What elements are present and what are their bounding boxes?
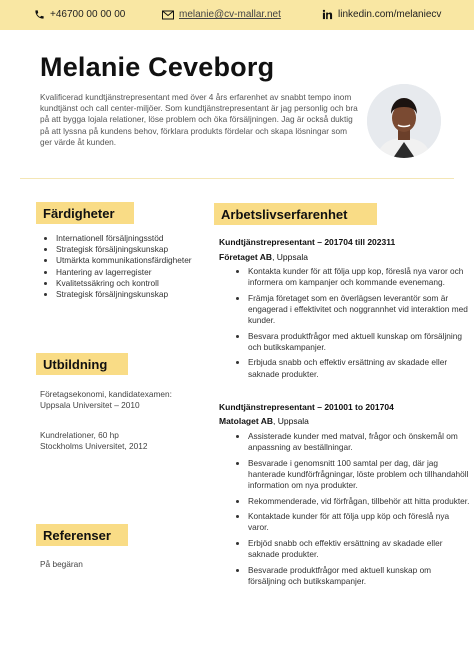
- company-city: , Uppsala: [273, 416, 309, 426]
- duty-item: • Besvarade i genomsnitt 100 samtal per dag, där jag hanterade kundförfrågningar, löste problem och tillhandahöll information om nya produkter.: [248, 458, 470, 492]
- skill-item: • Strategisk försäljningskunskap: [56, 244, 216, 255]
- skill-item: • Hantering av lagerregister: [56, 267, 216, 278]
- skills-heading: Färdigheter: [36, 202, 134, 224]
- company-name: Företaget AB: [219, 252, 273, 262]
- job-duties: [229, 431, 470, 591]
- section-divider: [20, 178, 454, 179]
- duty-item: • Rekommenderade, vid förfrågan, tillbehör att hitta produkter.: [248, 496, 470, 507]
- mail-icon: [162, 10, 174, 20]
- education-degree: Företagsekonomi, kandidatexamen:: [40, 389, 172, 399]
- duty-item: • Främja företaget som en överlägsen leverantör som är engagerad i effektivitet och noggrannhet vid interaktion med kunder.: [248, 293, 470, 327]
- skill-item: • Strategisk försäljningskunskap: [56, 289, 216, 300]
- phone-number: +46700 00 00 00: [50, 9, 126, 20]
- linkedin-icon: [322, 9, 333, 20]
- references-heading: Referenser: [36, 524, 128, 546]
- company-name: Matolaget AB: [219, 416, 273, 426]
- job-duties: [229, 266, 470, 384]
- skill-item: • Internationell försäljningsstöd: [56, 233, 216, 244]
- email-link[interactable]: melanie@cv-mallar.net: [179, 9, 281, 20]
- job-title: Kundtjänstrepresentant – 201001 to 201704: [219, 402, 394, 412]
- linkedin-contact[interactable]: [322, 9, 441, 20]
- duty-item: • Besvara produktfrågor med aktuell kunskap om försäljning och butikskampanjer.: [248, 331, 470, 353]
- experience-heading: Arbetslivserfarenhet: [214, 203, 377, 225]
- duty-item: • Kontaktade kunder för att följa upp köp och föreslå nya varor.: [248, 511, 470, 533]
- skills-list: [40, 233, 216, 300]
- phone-contact[interactable]: [34, 9, 125, 20]
- candidate-name: Melanie Ceveborg: [40, 52, 275, 82]
- job-company: [219, 252, 308, 262]
- email-contact[interactable]: [162, 9, 281, 20]
- job-title: Kundtjänstrepresentant – 201704 till 202311: [219, 237, 396, 247]
- duty-item: • Besvarade produktfrågor med aktuell kunskap om försäljning och butikskampanjer.: [248, 565, 470, 587]
- linkedin-url[interactable]: linkedin.com/melaniecv: [338, 9, 442, 20]
- education-entry: [40, 389, 210, 411]
- profile-summary: Kvalificerad kundtjänstrepresentant med över 4 års erfarenhet av snabbt tempo inom kundtjänst och call center-miljöer. Som kundtjänstrepresentant är jag personlig och bra på att bygga lojala relationer, löse problem och öka försäljningen. Jag är också duktig på att lyssna på kundens behov, förklara produkts fördelar och skapa lösningar som ger värde åt kunden.: [40, 92, 358, 147]
- contact-bar: [0, 0, 474, 30]
- profile-photo: [367, 84, 441, 158]
- duty-item: • Erbjuda snabb och effektiv ersättning av skadade eller saknade produkter.: [248, 357, 470, 379]
- education-degree: Kundrelationer, 60 hp: [40, 430, 119, 440]
- skill-item: • Utmärkta kommunikationsfärdigheter: [56, 255, 216, 266]
- company-city: , Uppsala: [272, 252, 308, 262]
- education-entry: [40, 430, 210, 452]
- references-text: På begäran: [40, 559, 83, 569]
- education-school: Stockholms Universitet, 2012: [40, 441, 148, 452]
- duty-item: • Kontakta kunder för att följa upp kop, föreslå nya varor och informera om kampanjer och kommande evenemang.: [248, 266, 470, 288]
- duty-item: • Erbjöd snabb och effektiv ersättning av skadade eller saknade produkter.: [248, 538, 470, 560]
- education-school: Uppsala Universitet – 2010: [40, 400, 140, 411]
- job-company: [219, 416, 309, 426]
- phone-icon: [34, 9, 45, 20]
- education-heading: Utbildning: [36, 353, 128, 375]
- skill-item: • Kvalitetssäkring och kontroll: [56, 278, 216, 289]
- duty-item: • Assisterade kunder med matval, frågor och önskemål om anpassning av beställningar.: [248, 431, 470, 453]
